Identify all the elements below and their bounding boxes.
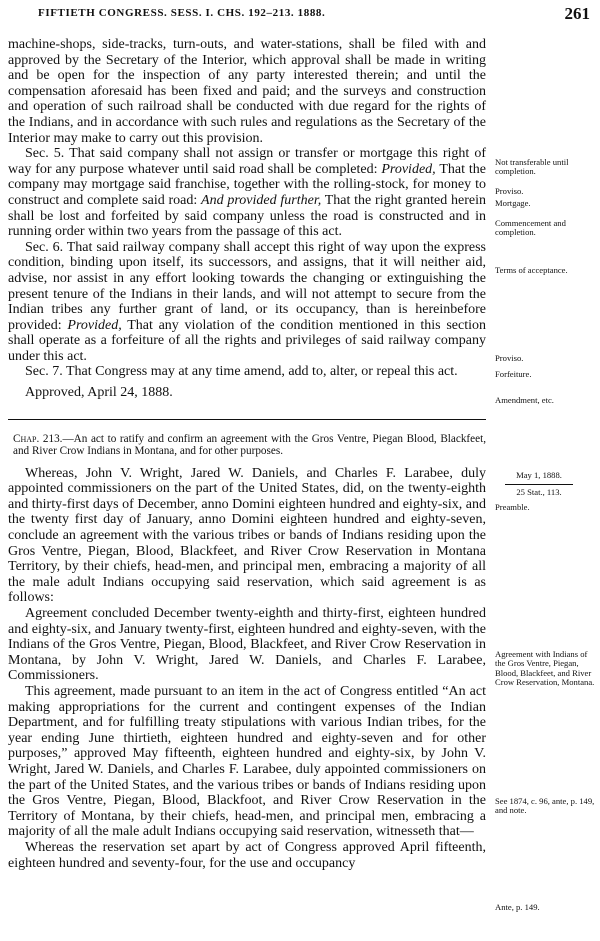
section-divider	[8, 419, 486, 420]
margin-note-not-transferable: Not transferable until completion.	[495, 157, 569, 177]
margin-note-commencement: Commencement and completion.	[495, 218, 566, 238]
sec6-text-a: Sec. 6. That said railway company shall accept this right of way upon the express condition, binding upon itself, its successors, and assigns, that it will neither aid, advise, nor assist in any effort looking towards the changing or extinguishing the present tenure of the Indians in their lands, and will not attempt to secure from the Indian tribes any further grant of land, or its occupancy, than is hereinbefore provided:	[8, 239, 486, 333]
margin-note-proviso-2: Proviso.	[495, 353, 524, 363]
sec5-text-a: Sec. 5. That said company shall not assign or transfer or mortgage this right of way for any purpose whatever until said road shall be completed:	[8, 146, 486, 177]
this-agreement-paragraph: This agreement, made pursuant to an item in the act of Congress entitled “An act making appropriations for the current and contingent expenses of the Indian Department, and for fulfilling treaty stipulations with various Indian tribes, for the year ending June thirtieth, eighteen hundred and eighty-seven and for other purposes,” approved May fifteenth, eighteen hundred and eighty-six, by John V. Wright, Jared W. Daniels, and Charles F. Larabee, duly appointed commissioners on the part of the United States, and the various tribes or bands of Indians residing upon the Gros Ventre, Piegan, Blood, Blackfoot, and River Crow Reservation in the Territory of Montana, by their chiefs, head-men, and principal men, embracing a majority of all the male adult Indians occupying said reservation, witnesseth that—	[8, 683, 486, 840]
margin-note-forfeiture: Forfeiture.	[495, 369, 532, 379]
sec5-text-c: That the right granted herein shall be lost and forfeited by said company unless the road is constructed and in running order within two years from the passage of this act.	[8, 192, 486, 240]
sec5-proviso-word: Provided,	[381, 161, 436, 177]
approved-date: Approved, April 24, 1888.	[25, 385, 173, 401]
section-5	[8, 146, 486, 240]
main-text-column	[8, 37, 486, 871]
chapter-label: Chap. 213.	[13, 432, 63, 445]
sec5-provided-further: And provided further,	[201, 192, 322, 208]
chapter-title: —An act to ratify and confirm an agreement with the Gros Ventre, Piegan Blood, Blackfeet, and River Crow Indians in Montana, and for other purposes.	[13, 432, 486, 458]
section-6	[8, 240, 486, 365]
margin-note-statute: 25 Stat., 113.	[516, 487, 562, 497]
chapter-heading	[8, 433, 486, 458]
margin-note-preamble: Preamble.	[495, 502, 530, 512]
margin-note-see-1874: See 1874, c. 96, ante, p. 149, and note.	[495, 796, 595, 816]
margin-date-rule	[505, 484, 573, 485]
sec6-text-b: That any violation of the condition mentioned in this section shall operate as a forfeiture of all the rights and privileges of said railway company under this act.	[8, 317, 487, 364]
page-number: 261	[564, 4, 590, 23]
margin-note-date: May 1, 1888.	[516, 470, 562, 480]
section-7: Sec. 7. That Congress may at any time amend, add to, alter, or repeal this act.	[25, 364, 458, 380]
sec5-text-b: That the company may mortgage said franchise, together with the rolling-stock, for money to construct and complete said road:	[8, 161, 486, 208]
margin-note-agreement: Agreement with Indians of the Gros Ventre, Piegan, Blood, Blackfeet, and River Crow Reservation, Montana.	[495, 649, 595, 688]
margin-note-ante: Ante, p. 149.	[495, 902, 540, 912]
whereas-paragraph-2: Whereas the reservation set apart by act of Congress approved April fifteenth, eighteen hundred and seventy-four, for the use and occupancy	[8, 839, 486, 871]
whereas-paragraph-1: Whereas, John V. Wright, Jared W. Daniels, and Charles F. Larabee, duly appointed commissioners on the part of the United States, did, on the twenty-eighth and thirty-first days of December, anno Domini eighteen hundred and eighty-six, and the twenty first day of January, anno Domini eighteen hundred and eighty-seven, conclude an agreement with the various tribes or bands of Indians residing upon the Gros Ventre, Piegan, Blood, Blackfeet, and River Crow Reservation in Montana Territory, by their chiefs, head-men, and principal men, embracing a majority of all the male adult Indians occupying said reservation, which said agreement is as follows:	[8, 465, 486, 606]
margin-note-proviso-1: Proviso.	[495, 186, 524, 196]
agreement-paragraph: Agreement concluded December twenty-eighth and thirty-first, eighteen hundred and eighty-six, and January twenty-first, eighteen hundred and eighty-seven, with the Indians of the Gros Ventre, Piegan, Blood, Blackfeet, and River Crow Reservation in Montana, by John V. Wright, Jared W. Daniels, and Charles F. Larabee, Commissioners.	[8, 606, 486, 684]
paragraph-continuation: machine-shops, side-tracks, turn-outs, and water-stations, shall be filed with and approved by the Secretary of the Interior, which approval shall be made in writing and be open for the inspection of any party interested therein; and until the compensation aforesaid has been fixed and paid; and the surveys and construction and operation of such railroad shall be conducted with due regard for the rights of the Indians, and in accordance with such rules and regulations as the Secretary of the Interior may make to carry out this provision.	[8, 37, 486, 146]
running-header	[0, 4, 600, 24]
running-head-text: FIFTIETH CONGRESS. SESS. I. CHS. 192–213. 1888.	[38, 7, 326, 19]
margin-note-terms: Terms of acceptance.	[495, 265, 568, 275]
margin-note-amendment: Amendment, etc.	[495, 395, 554, 405]
margin-note-mortgage: Mortgage.	[495, 198, 531, 208]
sec6-proviso-word: Provided,	[67, 317, 122, 333]
